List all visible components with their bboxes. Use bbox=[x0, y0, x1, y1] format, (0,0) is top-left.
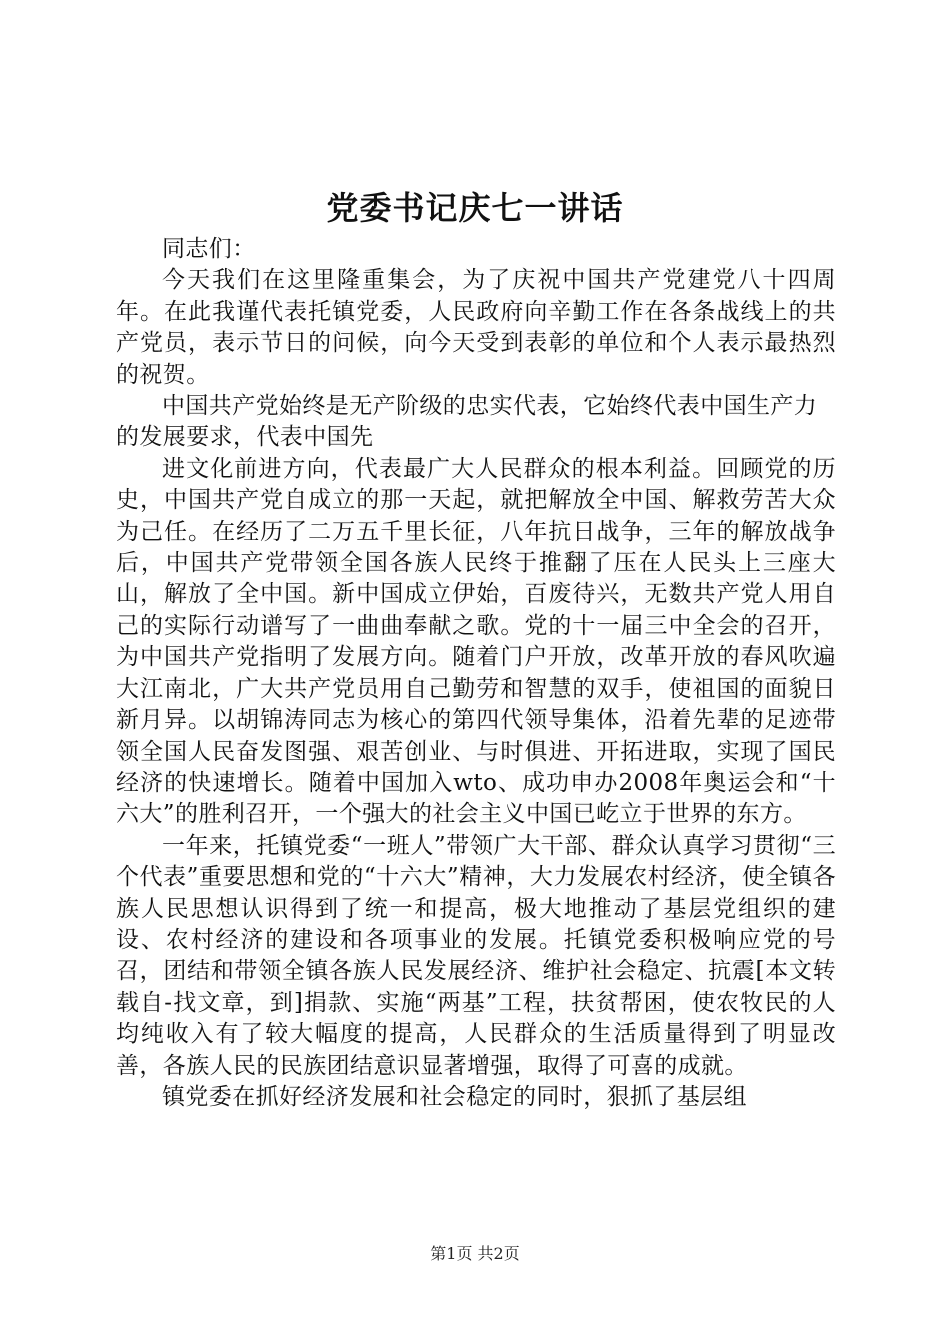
paragraph-5: 镇党委在抓好经济发展和社会稳定的同时，狠抓了基层组 bbox=[162, 1083, 747, 1110]
document-body bbox=[116, 234, 836, 1113]
document-title: 党委书记庆七一讲话 bbox=[326, 189, 624, 227]
paragraph-salutation: 同志们： bbox=[162, 236, 256, 262]
page-number-footer: 第1页 共2页 bbox=[430, 1244, 520, 1263]
paragraph-3: 进文化前进方向，代表最广大人民群众的根本利益。回顾党的历史，中国共产党自成立的那一天起，就把解放全中国、解救劳苦大众为己任。在经历了二万五千里长征，八年抗日战争，三年的解放战争后，中国共产党带领全国各族人民终于推翻了压在人民头上三座大山，解放了全中国。新中国成立伊始，百废待兴，无数共产党人用自己的实际行动谱写了一曲曲奉献之歌。党的十一届三中全会的召开，为中国共产党指明了发展方向。随着门户开放，改革开放的春风吹遍大江南北，广大共产党员用自己勤劳和智慧的双手，使祖国的面貌日新月异。以胡锦涛同志为核心的第四代领导集体，沿着先辈的足迹带领全国人民奋发图强、艰苦创业、与时俱进、开拓进取，实现了国民经济的快速增长。随着中国加入wto、成功申办2008年奥运会和“十六大”的胜利召开，一个强大的社会主义中国已屹立于世界的东方。 bbox=[116, 455, 836, 828]
paragraph-4: 一年来，托镇党委“一班人”带领广大干部、群众认真学习贯彻“三个代表”重要思想和党的“十六大”精神，大力发展农村经济，使全镇各族人民思想认识得到了统一和提高，极大地推动了基层党组织的建设、农村经济的建设和各项事业的发展。托镇党委积极响应党的号召，团结和带领全镇各族人民发展经济、维护社会稳定、抗震[本文转载自-找文章，到]捐款、实施“两基”工程，扶贫帮困，使农牧民的人均纯收入有了较大幅度的提高，人民群众的生活质量得到了明显改善，各族人民的民族团结意识显著增强，取得了可喜的成就。 bbox=[116, 832, 836, 1079]
paragraph-2: 中国共产党始终是无产阶级的忠实代表，它始终代表中国生产力的发展要求，代表中国先 bbox=[116, 393, 818, 451]
paragraph-1: 今天我们在这里隆重集会，为了庆祝中国共产党建党八十四周年。在此我谨代表托镇党委，人民政府向辛勤工作在各条战线上的共产党员，表示节日的问候，向今天受到表彰的单位和个人表示最热烈的祝贺。 bbox=[116, 267, 836, 388]
